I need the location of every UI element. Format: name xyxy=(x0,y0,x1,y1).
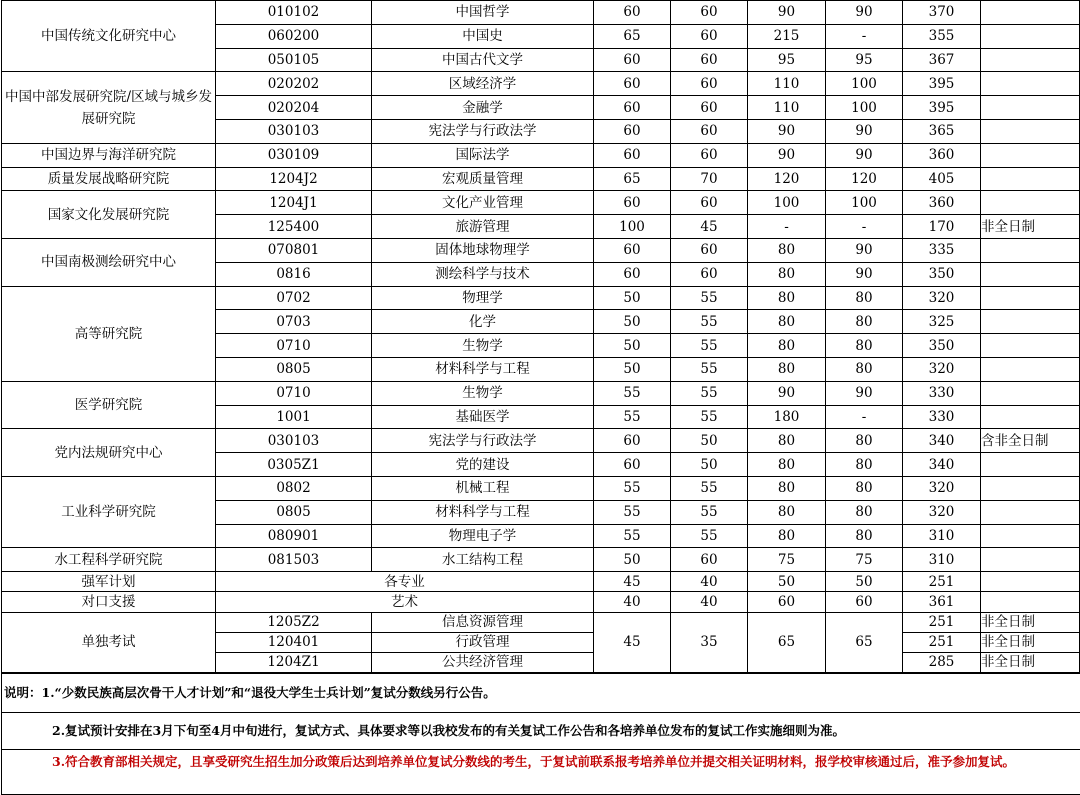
total-score-cell: 310 xyxy=(903,524,981,548)
score-1-cell: 45 xyxy=(594,612,671,673)
score-3-cell: 80 xyxy=(748,429,826,453)
score-2-cell: 60 xyxy=(671,24,748,48)
major-code-cell: 1001 xyxy=(216,405,372,429)
major-code-cell: 050105 xyxy=(216,48,372,72)
score-1-cell: 60 xyxy=(594,96,671,120)
major-name-cell: 中国古代文学 xyxy=(372,48,594,72)
note-cell xyxy=(981,286,1080,310)
score-2-cell: 60 xyxy=(671,72,748,96)
score-4-cell: 80 xyxy=(826,429,903,453)
unit-cell: 水工程科学研究院 xyxy=(2,548,216,572)
table-row xyxy=(2,167,1080,191)
unit-cell: 国家文化发展研究院 xyxy=(2,191,216,239)
major-name-cell: 物理学 xyxy=(372,286,594,310)
note-cell: 非全日制 xyxy=(981,612,1080,632)
table-row xyxy=(2,72,1080,96)
note-cell xyxy=(981,572,1080,592)
table-row xyxy=(2,476,1080,500)
score-1-cell: 60 xyxy=(594,48,671,72)
score-3-cell: 95 xyxy=(748,48,826,72)
major-code-cell: 0702 xyxy=(216,286,372,310)
major-name-cell: 基础医学 xyxy=(372,405,594,429)
score-3-cell: 75 xyxy=(748,548,826,572)
note-cell xyxy=(981,592,1080,612)
score-4-cell: 90 xyxy=(826,119,903,143)
table-row xyxy=(2,612,1080,632)
major-name-cell: 宏观质量管理 xyxy=(372,167,594,191)
score-1-cell: 50 xyxy=(594,357,671,381)
total-score-cell: 365 xyxy=(903,119,981,143)
score-2-cell: 60 xyxy=(671,48,748,72)
score-3-cell: 110 xyxy=(748,96,826,120)
total-score-cell: 355 xyxy=(903,24,981,48)
total-score-cell: 395 xyxy=(903,72,981,96)
unit-cell: 中国边界与海洋研究院 xyxy=(2,143,216,167)
score-2-cell: 55 xyxy=(671,286,748,310)
major-code-cell: 0710 xyxy=(216,334,372,358)
score-4-cell: - xyxy=(826,405,903,429)
major-code-cell: 1204J1 xyxy=(216,191,372,215)
score-1-cell: 50 xyxy=(594,548,671,572)
note-line-3: 3.符合教育部相关规定，且享受研究生招生加分政策后达到培养单位复试分数线的考生，于复试前联系报考培养单位并提交相关证明材料，报学校审核通过后，准予参加复试。 xyxy=(2,749,1080,794)
total-score-cell: 350 xyxy=(903,334,981,358)
score-1-cell: 55 xyxy=(594,524,671,548)
note-cell xyxy=(981,381,1080,405)
score-3-cell: 80 xyxy=(748,334,826,358)
major-code-cell: 0816 xyxy=(216,262,372,286)
score-1-cell: 60 xyxy=(594,72,671,96)
score-3-cell: 80 xyxy=(748,238,826,262)
table-row xyxy=(2,548,1080,572)
score-2-cell: 60 xyxy=(671,96,748,120)
major-name-cell: 信息资源管理 xyxy=(372,612,594,632)
major-name-cell: 区域经济学 xyxy=(372,72,594,96)
major-code-cell: 1204Z1 xyxy=(216,652,372,672)
unit-cell: 中国南极测绘研究中心 xyxy=(2,238,216,286)
score-3-cell: 80 xyxy=(748,453,826,477)
major-code-cell: 0703 xyxy=(216,310,372,334)
note-cell xyxy=(981,524,1080,548)
score-3-cell: 65 xyxy=(748,612,826,673)
note-cell xyxy=(981,357,1080,381)
note-line-2: 2.复试预计安排在3月下旬至4月中旬进行，复试方式、具体要求等以我校发布的有关复试工作公告和各培养单位发布的复试工作实施细则为准。 xyxy=(2,712,1080,749)
note-cell: 非全日制 xyxy=(981,652,1080,672)
total-score-cell: 251 xyxy=(903,572,981,592)
score-1-cell: 55 xyxy=(594,405,671,429)
major-name-cell: 材料科学与工程 xyxy=(372,500,594,524)
score-4-cell: 80 xyxy=(826,334,903,358)
major-code-cell: 125400 xyxy=(216,215,372,239)
total-score-cell: 405 xyxy=(903,167,981,191)
score-4-cell: 90 xyxy=(826,262,903,286)
score-1-cell: 60 xyxy=(594,1,671,25)
total-score-cell: 340 xyxy=(903,429,981,453)
total-score-cell: 285 xyxy=(903,652,981,672)
unit-cell: 中国中部发展研究院/区域与城乡发展研究院 xyxy=(2,72,216,143)
total-score-cell: 330 xyxy=(903,405,981,429)
score-4-cell: - xyxy=(826,24,903,48)
score-1-cell: 45 xyxy=(594,572,671,592)
total-score-cell: 360 xyxy=(903,191,981,215)
major-code-cell: 1204J2 xyxy=(216,167,372,191)
unit-cell: 医学研究院 xyxy=(2,381,216,429)
score-4-cell: 80 xyxy=(826,524,903,548)
total-score-cell: 360 xyxy=(903,143,981,167)
total-score-cell: 251 xyxy=(903,612,981,632)
total-score-cell: 325 xyxy=(903,310,981,334)
major-code-cell: 070801 xyxy=(216,238,372,262)
unit-cell: 工业科学研究院 xyxy=(2,476,216,547)
total-score-cell: 395 xyxy=(903,96,981,120)
score-2-cell: 60 xyxy=(671,143,748,167)
total-score-cell: 350 xyxy=(903,262,981,286)
major-code-cell: 030103 xyxy=(216,429,372,453)
score-3-cell: 110 xyxy=(748,72,826,96)
note-line-1: 说明：1.“少数民族高层次骨干人才计划”和“退役大学生士兵计划”复试分数线另行公告。 xyxy=(2,673,1080,712)
note-cell xyxy=(981,548,1080,572)
major-name-cell: 文化产业管理 xyxy=(372,191,594,215)
score-3-cell: 60 xyxy=(748,592,826,612)
score-2-cell: 35 xyxy=(671,612,748,673)
score-3-cell: 90 xyxy=(748,381,826,405)
table-row xyxy=(2,429,1080,453)
major-code-cell: 081503 xyxy=(216,548,372,572)
major-name-cell: 物理电子学 xyxy=(372,524,594,548)
major-code-cell: 0805 xyxy=(216,357,372,381)
major-code-cell: 060200 xyxy=(216,24,372,48)
score-3-cell: - xyxy=(748,215,826,239)
score-1-cell: 65 xyxy=(594,24,671,48)
score-1-cell: 60 xyxy=(594,429,671,453)
major-code-cell: 0802 xyxy=(216,476,372,500)
score-1-cell: 55 xyxy=(594,476,671,500)
score-2-cell: 60 xyxy=(671,1,748,25)
score-2-cell: 40 xyxy=(671,572,748,592)
note-cell xyxy=(981,262,1080,286)
score-1-cell: 60 xyxy=(594,238,671,262)
major-code-cell: 0305Z1 xyxy=(216,453,372,477)
score-2-cell: 55 xyxy=(671,405,748,429)
score-2-cell: 60 xyxy=(671,191,748,215)
table-row xyxy=(2,381,1080,405)
major-name-cell: 各专业 xyxy=(216,572,594,592)
major-name-cell: 党的建设 xyxy=(372,453,594,477)
score-3-cell: 90 xyxy=(748,119,826,143)
score-4-cell: 80 xyxy=(826,453,903,477)
major-name-cell: 公共经济管理 xyxy=(372,652,594,672)
score-4-cell: 95 xyxy=(826,48,903,72)
major-code-cell: 080901 xyxy=(216,524,372,548)
major-name-cell: 中国哲学 xyxy=(372,1,594,25)
table-row xyxy=(2,592,1080,612)
score-4-cell: 65 xyxy=(826,612,903,673)
note-cell xyxy=(981,1,1080,25)
major-code-cell: 030103 xyxy=(216,119,372,143)
score-2-cell: 60 xyxy=(671,238,748,262)
score-2-cell: 55 xyxy=(671,500,748,524)
score-3-cell: 100 xyxy=(748,191,826,215)
score-4-cell: 100 xyxy=(826,72,903,96)
major-name-cell: 机械工程 xyxy=(372,476,594,500)
score-3-cell: 80 xyxy=(748,524,826,548)
major-name-cell: 生物学 xyxy=(372,334,594,358)
total-score-cell: 367 xyxy=(903,48,981,72)
score-3-cell: 80 xyxy=(748,476,826,500)
score-3-cell: 50 xyxy=(748,572,826,592)
total-score-cell: 320 xyxy=(903,357,981,381)
score-4-cell: 90 xyxy=(826,143,903,167)
major-code-cell: 020202 xyxy=(216,72,372,96)
score-1-cell: 50 xyxy=(594,310,671,334)
major-name-cell: 中国史 xyxy=(372,24,594,48)
score-2-cell: 55 xyxy=(671,334,748,358)
major-name-cell: 金融学 xyxy=(372,96,594,120)
score-4-cell: 50 xyxy=(826,572,903,592)
major-name-cell: 宪法学与行政法学 xyxy=(372,119,594,143)
table-row xyxy=(2,572,1080,592)
note-cell xyxy=(981,72,1080,96)
score-3-cell: 215 xyxy=(748,24,826,48)
score-2-cell: 60 xyxy=(671,548,748,572)
major-code-cell: 030109 xyxy=(216,143,372,167)
score-4-cell: 80 xyxy=(826,500,903,524)
score-3-cell: 80 xyxy=(748,286,826,310)
table-row xyxy=(2,1,1080,25)
note-cell: 非全日制 xyxy=(981,632,1080,652)
score-2-cell: 40 xyxy=(671,592,748,612)
unit-cell: 单独考试 xyxy=(2,612,216,673)
major-code-cell: 0805 xyxy=(216,500,372,524)
total-score-cell: 340 xyxy=(903,453,981,477)
total-score-cell: 370 xyxy=(903,1,981,25)
score-1-cell: 65 xyxy=(594,167,671,191)
note-cell xyxy=(981,310,1080,334)
score-4-cell: 80 xyxy=(826,476,903,500)
major-name-cell: 材料科学与工程 xyxy=(372,357,594,381)
table-row xyxy=(2,238,1080,262)
note-cell xyxy=(981,500,1080,524)
table-row xyxy=(2,286,1080,310)
table-row xyxy=(2,143,1080,167)
score-1-cell: 60 xyxy=(594,453,671,477)
unit-cell: 党内法规研究中心 xyxy=(2,429,216,477)
major-code-cell: 010102 xyxy=(216,1,372,25)
note-cell xyxy=(981,119,1080,143)
score-table xyxy=(1,0,1080,673)
score-2-cell: 50 xyxy=(671,453,748,477)
note-cell: 非全日制 xyxy=(981,215,1080,239)
major-name-cell: 国际法学 xyxy=(372,143,594,167)
note-cell xyxy=(981,48,1080,72)
major-name-cell: 生物学 xyxy=(372,381,594,405)
major-name-cell: 艺术 xyxy=(216,592,594,612)
score-1-cell: 50 xyxy=(594,334,671,358)
score-1-cell: 50 xyxy=(594,286,671,310)
unit-cell: 中国传统文化研究中心 xyxy=(2,1,216,72)
score-3-cell: 90 xyxy=(748,143,826,167)
total-score-cell: 251 xyxy=(903,632,981,652)
score-4-cell: - xyxy=(826,215,903,239)
score-2-cell: 50 xyxy=(671,429,748,453)
note-cell xyxy=(981,238,1080,262)
score-2-cell: 55 xyxy=(671,381,748,405)
total-score-cell: 320 xyxy=(903,476,981,500)
total-score-cell: 330 xyxy=(903,381,981,405)
major-code-cell: 0710 xyxy=(216,381,372,405)
note-cell xyxy=(981,453,1080,477)
score-4-cell: 90 xyxy=(826,381,903,405)
score-4-cell: 120 xyxy=(826,167,903,191)
score-2-cell: 55 xyxy=(671,524,748,548)
score-4-cell: 80 xyxy=(826,357,903,381)
note-cell xyxy=(981,334,1080,358)
score-3-cell: 80 xyxy=(748,500,826,524)
note-cell xyxy=(981,191,1080,215)
score-4-cell: 90 xyxy=(826,238,903,262)
score-2-cell: 60 xyxy=(671,262,748,286)
total-score-cell: 170 xyxy=(903,215,981,239)
total-score-cell: 320 xyxy=(903,286,981,310)
score-2-cell: 45 xyxy=(671,215,748,239)
score-3-cell: 80 xyxy=(748,310,826,334)
score-3-cell: 180 xyxy=(748,405,826,429)
score-1-cell: 55 xyxy=(594,500,671,524)
unit-cell: 强军计划 xyxy=(2,572,216,592)
score-4-cell: 60 xyxy=(826,592,903,612)
score-1-cell: 60 xyxy=(594,119,671,143)
score-2-cell: 55 xyxy=(671,476,748,500)
note-cell xyxy=(981,96,1080,120)
total-score-cell: 310 xyxy=(903,548,981,572)
score-4-cell: 80 xyxy=(826,286,903,310)
major-name-cell: 宪法学与行政法学 xyxy=(372,429,594,453)
note-cell xyxy=(981,24,1080,48)
total-score-cell: 361 xyxy=(903,592,981,612)
major-name-cell: 行政管理 xyxy=(372,632,594,652)
major-name-cell: 化学 xyxy=(372,310,594,334)
score-3-cell: 80 xyxy=(748,262,826,286)
score-1-cell: 60 xyxy=(594,143,671,167)
score-3-cell: 120 xyxy=(748,167,826,191)
major-name-cell: 水工结构工程 xyxy=(372,548,594,572)
major-code-cell: 020204 xyxy=(216,96,372,120)
table-row xyxy=(2,191,1080,215)
total-score-cell: 335 xyxy=(903,238,981,262)
unit-cell: 高等研究院 xyxy=(2,286,216,381)
score-4-cell: 100 xyxy=(826,191,903,215)
note-cell xyxy=(981,167,1080,191)
major-code-cell: 1205Z2 xyxy=(216,612,372,632)
major-name-cell: 旅游管理 xyxy=(372,215,594,239)
score-2-cell: 55 xyxy=(671,310,748,334)
major-name-cell: 测绘科学与技术 xyxy=(372,262,594,286)
notes-section xyxy=(1,673,1080,795)
score-3-cell: 80 xyxy=(748,357,826,381)
score-4-cell: 75 xyxy=(826,548,903,572)
score-1-cell: 40 xyxy=(594,592,671,612)
unit-cell: 对口支援 xyxy=(2,592,216,612)
score-2-cell: 55 xyxy=(671,357,748,381)
score-1-cell: 55 xyxy=(594,381,671,405)
score-2-cell: 60 xyxy=(671,119,748,143)
score-1-cell: 100 xyxy=(594,215,671,239)
score-1-cell: 60 xyxy=(594,262,671,286)
score-4-cell: 80 xyxy=(826,310,903,334)
total-score-cell: 320 xyxy=(903,500,981,524)
score-1-cell: 60 xyxy=(594,191,671,215)
score-2-cell: 70 xyxy=(671,167,748,191)
score-4-cell: 90 xyxy=(826,1,903,25)
unit-cell: 质量发展战略研究院 xyxy=(2,167,216,191)
score-3-cell: 90 xyxy=(748,1,826,25)
note-cell xyxy=(981,143,1080,167)
major-name-cell: 固体地球物理学 xyxy=(372,238,594,262)
note-cell xyxy=(981,405,1080,429)
score-4-cell: 100 xyxy=(826,96,903,120)
major-code-cell: 120401 xyxy=(216,632,372,652)
note-cell xyxy=(981,476,1080,500)
note-cell: 含非全日制 xyxy=(981,429,1080,453)
